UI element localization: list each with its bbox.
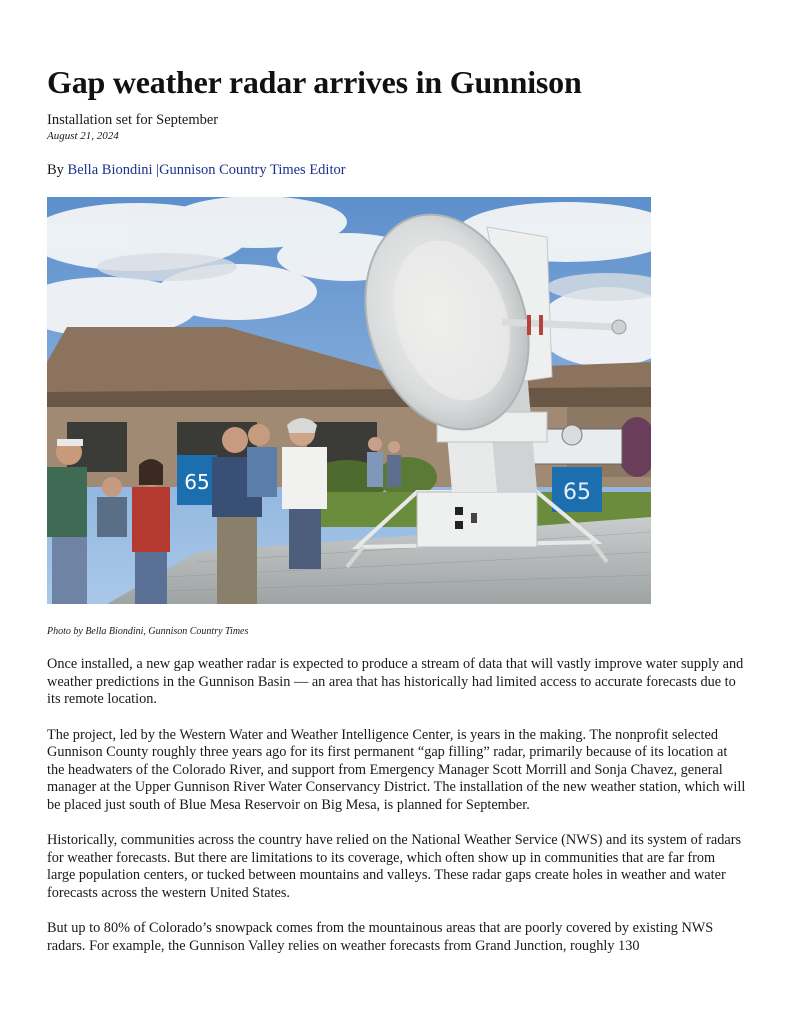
author-title-link[interactable]: Gunnison Country Times Editor xyxy=(159,162,346,178)
byline xyxy=(47,161,346,179)
body-paragraph: The project, led by the Western Water and Weather Intelligence Center, is years in the making. The nonprofit selected Gunnison County roughly three years ago for its first permanent “gap filling” radar, primarily because of its location at the headwaters of the Colorado River, and support from Emergency Manager Scott Morrill and Sonja Chavez, general manager at the Upper Gunnison River Water Conservancy District. The installation of the new weather station, which will be placed just south of Blue Mesa Reservoir on Big Mesa, is planned for September. xyxy=(47,726,746,813)
author-link[interactable]: Bella Biondini xyxy=(67,162,153,178)
subheadline: Installation set for September xyxy=(47,112,219,128)
byline-prefix: By xyxy=(47,162,64,178)
headline: Gap weather radar arrives in Gunnison xyxy=(47,64,582,100)
svg-text:65: 65 xyxy=(184,470,210,494)
photo-caption: Photo by Bella Biondini, Gunnison Country Times xyxy=(47,626,249,637)
publish-date: August 21, 2024 xyxy=(47,130,119,142)
body-paragraph: But up to 80% of Colorado’s snowpack comes from the mountainous areas that are poorly covered by existing NWS radars. For example, the Gunnison Valley relies on weather forecasts from Grand Junction, roughly 130 xyxy=(47,920,714,954)
svg-text:65: 65 xyxy=(563,480,591,505)
body-paragraph: Once installed, a new gap weather radar is expected to produce a stream of data that will vastly improve water supply and weather predictions in the Gunnison Basin — an area that has historically had limited access to accurate forecasts due to its remote location. xyxy=(47,656,744,707)
article-body xyxy=(47,656,747,973)
article-photo xyxy=(47,197,651,604)
body-paragraph: Historically, communities across the country have relied on the National Weather Service (NWS) and its system of radars for weather forecasts. But there are limitations to its coverage, which often show up in communities that are far from large population centers, or tucked between mountains and valleys. These radar gaps create holes in weather and water forecasts across the western United States. xyxy=(47,832,742,901)
byline-separator[interactable]: | xyxy=(156,162,160,178)
